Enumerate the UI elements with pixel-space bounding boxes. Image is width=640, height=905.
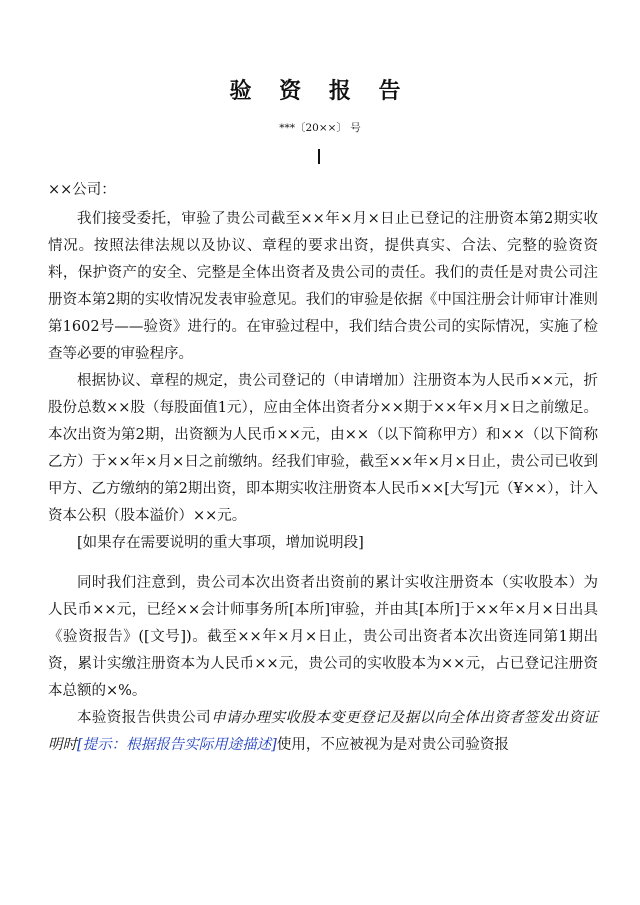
paragraph-4-suffix: 使用，不应被视为是对贵公司验资报	[276, 737, 509, 753]
document-number: ***〔20××〕 号	[279, 122, 361, 134]
salutation: ××公司：	[48, 182, 116, 198]
paragraph-4-prefix: 本验资报告供贵公司	[77, 710, 212, 726]
paragraph-3: 同时我们注意到，贵公司本次出资者出资前的累计实收注册资本（实收股本）为人民币××元，已经××会计师事务所[本所]审验，并由其[本所]于××年×月×日出具《验资报告》([文号])。截至××年×月×日止，贵公司出资者本次出资连同第1期出资，累计实缴注册资本为人民币××元，贵公司的实收股本为××元，占已登记注册资本总额的×%。	[48, 575, 598, 699]
paragraph-note-placeholder: [如果存在需要说明的重大事项，增加说明段]	[77, 535, 364, 551]
paragraph-1: 我们接受委托，审验了贵公司截至××年×月×日止已登记的注册资本第2期实收情况。按照法律法规以及协议、章程的要求出资，提供真实、合法、完整的验资资料，保护资产的安全、完整是全体出资者及贵公司的责任。我们的责任是对贵公司注册资本第2期的实收情况发表审验意见。我们的审验是依据《中国注册会计师审计准则第1602号——验资》进行的。在审验过程中，我们结合贵公司的实际情况，实施了检查等必要的审验程序。	[48, 211, 598, 362]
paragraph-2: 根据协议、章程的规定，贵公司登记的（申请增加）注册资本为人民币××元，折股份总数××股（每股面值1元），应由全体出资者分××期于××年×月×日之前缴足。本次出资为第2期，出资额为人民币××元，由××（以下简称甲方）和××（以下简称乙方）于××年×月×日之前缴纳。经我们审验，截至××年×月×日止，贵公司已收到甲方、乙方缴纳的第2期出资，即本期实收注册资本人民币××[大写]元（¥××），计入资本公积（股本溢价）××元。	[48, 373, 598, 524]
paragraph-4-purpose: 申请办理实收股本变更登记及据以向全体出资者签发出资证明时	[48, 710, 599, 753]
paragraph-4	[48, 705, 598, 759]
report-title: 验 资 报 告	[229, 79, 411, 104]
text-cursor	[318, 149, 320, 164]
paragraph-4-hint: [提示：根据报告实际用途描述]	[77, 737, 277, 753]
report-body	[48, 206, 598, 759]
